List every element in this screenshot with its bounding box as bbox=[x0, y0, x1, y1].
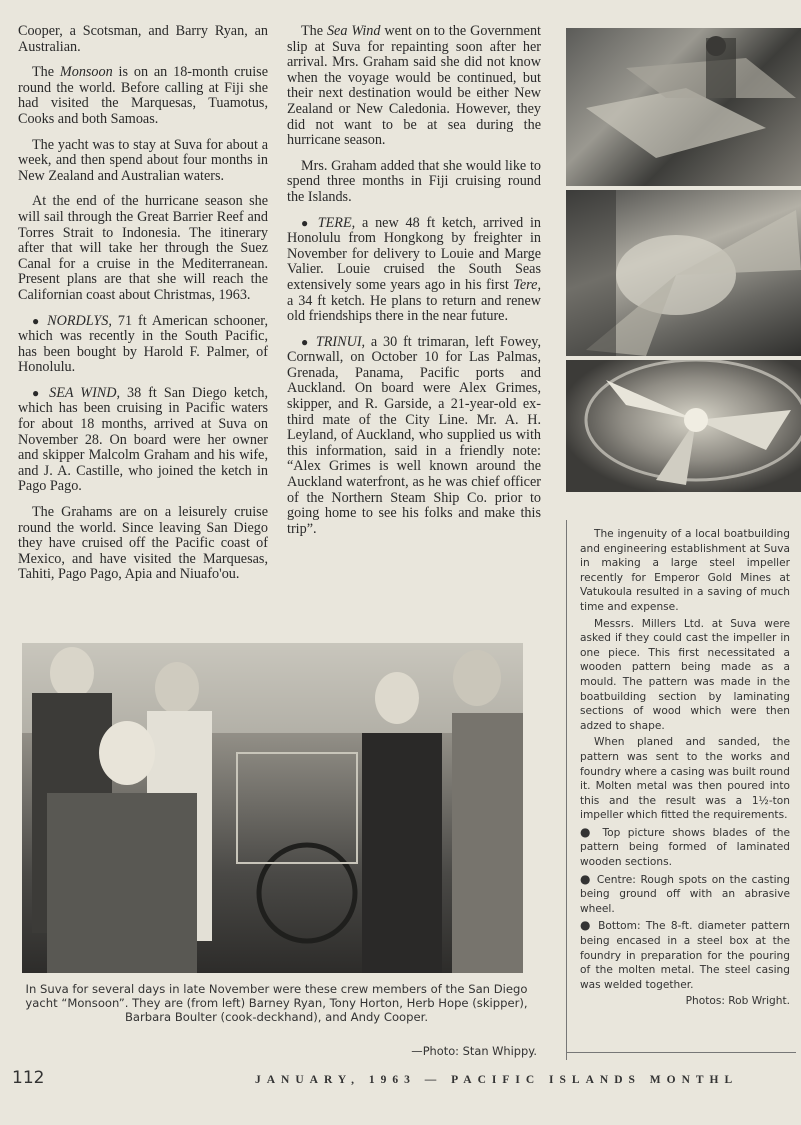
impeller-photo-strip bbox=[566, 28, 801, 492]
crew-photo-caption: In Suva for several days in late November were these crew members of the San Diego yacht “Monsoon”. They are (from left) Barney Ryan, Tony Horton, Herb Hope (skipper), Barbara Boulter (cook-deckhand), and Andy Cooper. bbox=[25, 982, 528, 1025]
running-footer: JANUARY, 1963 — PACIFIC ISLANDS MONTHL bbox=[255, 1074, 739, 1086]
news-item-tere: ● TERE, a new 48 ft ketch, arrived in Honolulu from Hongkong by freighter in November for delivery to Louie and Marge Valier. Louie cruised the South Seas extensively some years ago in his first Tere, a 34 ft ketch. He plans to return and renew old friendships there in the near future. bbox=[287, 216, 541, 325]
paragraph: The Sea Wind went on to the Government slip at Suva for repainting soon after her arrival. Mrs. Graham said she did not know when the voyage would be continued, but their next destination would be either New Zealand or New Caledonia. However, they did not want to be at sea during the hurricane season. bbox=[287, 23, 541, 149]
caption-bullet-centre: ● Centre: Rough spots on the casting being ground off with an abrasive wheel. bbox=[580, 872, 790, 917]
article-column-2 bbox=[287, 24, 541, 547]
news-item-trinui: ● TRINUI, a 30 ft trimaran, left Fowey, Cornwall, on October 10 for Las Palmas, Grenada, Panama, Pacific ports and Auckland. On board were Alex Grimes, skipper, and R. Garside, a 21-year-old ex-third mate of the City Line. Mr. A. H. Leyland, of Auckland, who supplied us with this information, said in a friendly note: “Alex Grimes is well known around the Auckland waterfront, as he was chief officer of the Northern Steam Ship Co. prior to going home to see his folks and make this trip”. bbox=[287, 335, 541, 538]
caption-paragraph: When planed and sanded, the pattern was sent to the works and foundry where a casing was built round it. Molten metal was then poured into this and the result was a 1½-ton impeller which fitted the requirements. bbox=[580, 736, 790, 822]
caption-paragraph: The ingenuity of a local boatbuilding and engineering establishment at Suva in making a large steel impeller recently for Emperor Gold Mines at Vatukoula resulted in a saving of much time and expense. bbox=[580, 528, 790, 613]
crew-photo bbox=[22, 643, 523, 973]
paragraph: Mrs. Graham added that she would like to spend three months in Fiji cruising round the Islands. bbox=[287, 157, 541, 205]
photo-pattern-encased bbox=[566, 360, 801, 492]
caption-bullet-bottom: ● Bottom: The 8-ft. diameter pattern being encased in a steel box at the foundry in preparation for the pouring of the molten metal. The steel casing was welded together. bbox=[580, 918, 790, 992]
impeller-caption-column bbox=[580, 527, 790, 1011]
photo-casting-grinding bbox=[566, 190, 801, 356]
paragraph: The yacht was to stay at Suva for about a week, and then spend about four months in New Zealand and Australian waters. bbox=[18, 136, 268, 184]
paragraph: The Grahams are on a leisurely cruise round the world. Since leaving San Diego they have cruised off the Pacific coast of Mexico, and have visited the Marquesas, Tahiti, Pago Pago, Apia and Niuafo'ou. bbox=[18, 504, 268, 583]
photo-pattern-blades bbox=[566, 28, 801, 186]
caption-paragraph: Messrs. Millers Ltd. at Suva were asked if they could cast the impeller in one piece. This first necessitated a wooden pattern being made as a mould. The pattern was made in the boatbuilding section by laminating sections of wood which were then adzed to shape. bbox=[580, 617, 790, 732]
article-column-1 bbox=[18, 24, 268, 593]
news-item-sea-wind: ● SEA WIND, 38 ft San Diego ketch, which has been cruising in Pacific waters for about 18 months, arrived at Suva on November 28. On board were her owner and skipper Malcolm Graham and his wife, and J. A. Castille, who joined the ketch in Pago Pago. bbox=[18, 386, 268, 495]
column-rule bbox=[566, 1052, 796, 1053]
paragraph: The Monsoon is on an 18-month cruise round the world. Before calling at Fiji she had visited the Marquesas, Tuamotus, Cooks and both Samoas. bbox=[18, 64, 268, 127]
photo-credit: —Photo: Stan Whippy. bbox=[411, 1044, 537, 1058]
column-rule bbox=[566, 520, 567, 1060]
paragraph: Cooper, a Scotsman, and Barry Ryan, an Australian. bbox=[18, 23, 268, 55]
paragraph: At the end of the hurricane season she will sail through the Great Barrier Reef and Torres Strait to Indonesia. The itinerary after that will take her through the Suez Canal for a cruise in the Mediterranean. Present plans are that she will reach the Californian coast about Christmas, 1963. bbox=[18, 193, 268, 303]
news-item-nordlys: ● NORDLYS, 71 ft American schooner, which was recently in the South Pacific, has been bought by Harold F. Palmer, of Honolulu. bbox=[18, 314, 268, 376]
caption-bullet-top: ● Top picture shows blades of the pattern being formed of laminated wooden sections. bbox=[580, 825, 790, 870]
photo-credit: Photos: Rob Wright. bbox=[685, 995, 790, 1008]
page-number: 112 bbox=[12, 1068, 45, 1088]
